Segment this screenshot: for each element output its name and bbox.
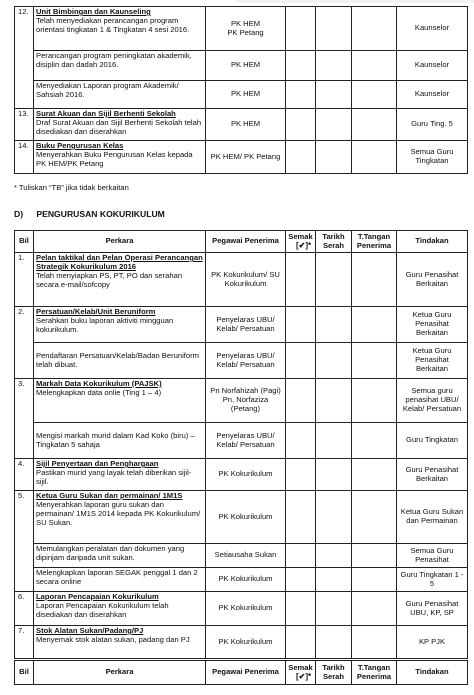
ttangan-cell[interactable] xyxy=(352,307,397,343)
header-semak xyxy=(286,231,316,253)
header-tarikh: Tarikh Serah xyxy=(316,231,352,253)
item-description: Melengkapkan data onlie (Ting 1 – 4) xyxy=(36,387,162,397)
item-description: Menyerahkan laporan guru sukan dan permainan/ 1M1S 2014 kepada PK Kokurikulum/ SU Sukan. xyxy=(36,499,201,527)
pegawai-cell: PK HEM xyxy=(206,51,286,81)
item-title: Ketua Guru Sukan dan permainan/ 1M1S xyxy=(36,491,183,500)
row-number: 7. xyxy=(15,626,34,659)
header-ttangan: T.Tangan Penerima xyxy=(352,661,397,685)
tarikh-cell[interactable] xyxy=(316,491,352,544)
header-semak xyxy=(286,661,316,685)
check-icon: [✔]* xyxy=(296,241,312,251)
pegawai-cell: PK Kokurikulum xyxy=(206,568,286,592)
item-description: Telah menyiapkan PS, PT, PO dan serahan secara e-mail/sofcopy xyxy=(36,270,183,289)
semak-cell[interactable] xyxy=(286,491,316,544)
header-row xyxy=(15,231,468,253)
header-pegawai: Pegawai Penerima xyxy=(206,231,286,253)
semak-cell[interactable] xyxy=(286,141,316,174)
pegawai-cell: Penyelaras UBU/ Kelab/ Persatuan xyxy=(206,423,286,459)
footnote: * Tuliskan “TB” jika tidak berkaitan xyxy=(14,183,129,192)
item-description: Pendaftaran Persatuan/Kelab/Badan Beruniform telah dibuat. xyxy=(34,343,206,379)
header-ttangan: T.Tangan Penerima xyxy=(352,231,397,253)
item-cell xyxy=(34,7,206,51)
tarikh-cell[interactable] xyxy=(316,141,352,174)
table-row xyxy=(15,343,468,379)
ttangan-cell[interactable] xyxy=(352,544,397,568)
table-row xyxy=(15,592,468,626)
tarikh-cell[interactable] xyxy=(316,626,352,659)
item-description: Menyediakan Laporan program Akademik/ Sahsiah 2016. xyxy=(34,81,206,109)
unit-table xyxy=(14,6,468,174)
tarikh-cell[interactable] xyxy=(316,343,352,379)
table-row xyxy=(15,109,468,141)
item-description: Menyerahkan Buku Pengurusan Kelas kepada PK HEM/PK Petang xyxy=(36,149,193,168)
row-number: 14. xyxy=(15,141,34,174)
tindakan-cell: Ketua Guru Sukan dan Permainan xyxy=(397,491,468,544)
section-heading xyxy=(14,209,165,219)
item-cell xyxy=(34,459,206,491)
item-cell xyxy=(34,141,206,174)
header-semak-label: Semak xyxy=(288,231,313,241)
semak-cell[interactable] xyxy=(286,51,316,81)
row-number: 13. xyxy=(15,109,34,141)
tarikh-cell[interactable] xyxy=(316,307,352,343)
semak-cell[interactable] xyxy=(286,379,316,423)
item-cell xyxy=(34,592,206,626)
ttangan-cell[interactable] xyxy=(352,141,397,174)
ttangan-cell[interactable] xyxy=(352,459,397,491)
tindakan-cell: Guru Ting. 5 xyxy=(397,109,468,141)
semak-cell[interactable] xyxy=(286,109,316,141)
semak-cell[interactable] xyxy=(286,626,316,659)
semak-cell[interactable] xyxy=(286,592,316,626)
item-description: Mengisi markah murid dalam Kad Koko (biru) – Tingkatan 5 sahaja xyxy=(34,423,206,459)
top-edge-fragment xyxy=(236,0,474,3)
pegawai-cell: PK Kokurikulum/ SU Kokurikulum xyxy=(206,253,286,307)
row-number: 3. xyxy=(15,379,34,459)
item-description: Pastikan murid yang layak telah diberikan sijil-sijil. xyxy=(36,467,192,486)
semak-cell[interactable] xyxy=(286,544,316,568)
tindakan-cell: Guru Tingkatan xyxy=(397,423,468,459)
item-description: Draf Surat Akuan dan Sijil Berhenti Sekolah telah disediakan dan diserahkan xyxy=(36,117,202,136)
tarikh-cell[interactable] xyxy=(316,592,352,626)
item-description: Telah menyediakan perancangan program orientasi tingkatan 1 & Tingkatan 4 sesi 2016. xyxy=(36,15,190,34)
pegawai-cell: Pn Norfahizah (Pagi) Pn. Norfaziza (Petang) xyxy=(206,379,286,423)
tindakan-cell: Ketua Guru Penasihat Berkaitan xyxy=(397,307,468,343)
pegawai-cell: Penyelaras UBU/ Kelab/ Persatuan xyxy=(206,307,286,343)
ttangan-cell[interactable] xyxy=(352,253,397,307)
tindakan-cell: Semua guru penasihat UBU/ Kelab/ Persatuan xyxy=(397,379,468,423)
semak-cell[interactable] xyxy=(286,307,316,343)
table-row xyxy=(15,491,468,544)
row-number: 4. xyxy=(15,459,34,491)
ttangan-cell[interactable] xyxy=(352,109,397,141)
item-description: Menyemak stok alatan sukan, padang dan PJ xyxy=(36,634,190,644)
item-cell xyxy=(34,307,206,343)
table-row xyxy=(15,253,468,307)
item-cell xyxy=(34,491,206,544)
row-number: 12. xyxy=(15,7,34,109)
tarikh-cell[interactable] xyxy=(316,81,352,109)
item-cell xyxy=(34,109,206,141)
header-semak-label: Semak xyxy=(288,662,313,672)
tindakan-cell: Guru Penasihat UBU, KP, SP xyxy=(397,592,468,626)
ttangan-cell[interactable] xyxy=(352,379,397,423)
semak-cell[interactable] xyxy=(286,423,316,459)
tarikh-cell[interactable] xyxy=(316,51,352,81)
table-row xyxy=(15,7,468,51)
item-cell xyxy=(34,253,206,307)
header-bil: Bil xyxy=(15,231,34,253)
ttangan-cell[interactable] xyxy=(352,568,397,592)
tarikh-cell[interactable] xyxy=(316,7,352,51)
pegawai-cell: PK HEM xyxy=(206,109,286,141)
tindakan-cell: Semua Guru Tingkatan xyxy=(397,141,468,174)
item-title: Stok Alatan Sukan/Padang/PJ xyxy=(36,626,144,635)
tindakan-cell: Guru Tingkatan 1 - 5 xyxy=(397,568,468,592)
item-cell xyxy=(34,379,206,423)
tarikh-cell[interactable] xyxy=(316,423,352,459)
tarikh-cell[interactable] xyxy=(316,253,352,307)
semak-cell[interactable] xyxy=(286,81,316,109)
pegawai-cell: PK Kokurikulum xyxy=(206,459,286,491)
item-title: Markah Data Kokurikulum (PAJSK) xyxy=(36,379,162,388)
pegawai-cell: PK Kokurikulum xyxy=(206,491,286,544)
tarikh-cell[interactable] xyxy=(316,459,352,491)
tindakan-cell: Kaunselor xyxy=(397,7,468,51)
header-perkara: Perkara xyxy=(34,661,206,685)
table-row xyxy=(15,423,468,459)
section-letter: D) xyxy=(14,209,24,219)
row-number: 2. xyxy=(15,307,34,379)
table-row xyxy=(15,307,468,343)
pegawai-cell: PK Kokurikulum xyxy=(206,626,286,659)
pegawai-cell: PK HEM/ PK Petang xyxy=(206,141,286,174)
table-row xyxy=(15,568,468,592)
tarikh-cell[interactable] xyxy=(316,544,352,568)
item-title: Sijil Penyertaan dan Penghargaan xyxy=(36,459,159,468)
pegawai-cell: PK HEM PK Petang xyxy=(206,7,286,51)
header-row xyxy=(15,661,468,685)
pegawai-cell: Setiausaha Sukan xyxy=(206,544,286,568)
header-tindakan: Tindakan xyxy=(397,661,468,685)
item-title: Buku Pengurusan Kelas xyxy=(36,141,124,150)
table-row xyxy=(15,626,468,659)
tindakan-cell: Guru Penasihat Berkaitan xyxy=(397,253,468,307)
tindakan-cell: KP PJK xyxy=(397,626,468,659)
pegawai-cell: PK HEM xyxy=(206,81,286,109)
ttangan-cell[interactable] xyxy=(352,81,397,109)
header-tindakan: Tindakan xyxy=(397,231,468,253)
item-title: Laporan Pencapaian Kokurikulum xyxy=(36,592,159,601)
tindakan-cell: Semua Guru Penasihat xyxy=(397,544,468,568)
item-description: Melengkapkan laporan SEGAK penggal 1 dan 2 secara online xyxy=(34,568,206,592)
tarikh-cell[interactable] xyxy=(316,568,352,592)
table-row xyxy=(15,544,468,568)
section-title: PENGURUSAN KOKURIKULUM xyxy=(36,209,165,219)
table-row xyxy=(15,81,468,109)
ttangan-cell[interactable] xyxy=(352,626,397,659)
item-title: Unit Bimbingan dan Kaunseling xyxy=(36,7,151,16)
footer-header-table xyxy=(14,660,468,685)
item-description: Perancangan program peningkatan akademik, disiplin dan dadah 2016. xyxy=(34,51,206,81)
header-perkara: Perkara xyxy=(34,231,206,253)
ttangan-cell[interactable] xyxy=(352,423,397,459)
ttangan-cell[interactable] xyxy=(352,343,397,379)
tindakan-cell: Kaunselor xyxy=(397,51,468,81)
table-row xyxy=(15,141,468,174)
semak-cell[interactable] xyxy=(286,459,316,491)
tarikh-cell[interactable] xyxy=(316,379,352,423)
pegawai-cell: PK Kokurikulum xyxy=(206,592,286,626)
ttangan-cell[interactable] xyxy=(352,592,397,626)
kokurikulum-table xyxy=(14,230,468,659)
semak-cell[interactable] xyxy=(286,568,316,592)
tarikh-cell[interactable] xyxy=(316,109,352,141)
item-cell xyxy=(34,626,206,659)
ttangan-cell[interactable] xyxy=(352,491,397,544)
row-number: 6. xyxy=(15,592,34,626)
tindakan-cell: Kaunselor xyxy=(397,81,468,109)
check-icon: [✔]* xyxy=(296,672,312,682)
header-tarikh: Tarikh Serah xyxy=(316,661,352,685)
semak-cell[interactable] xyxy=(286,253,316,307)
semak-cell[interactable] xyxy=(286,7,316,51)
header-pegawai: Pegawai Penerima xyxy=(206,661,286,685)
item-description: Memulangkan peralatan dan dokumen yang dipinjam daripada unit sukan. xyxy=(34,544,206,568)
table-row xyxy=(15,379,468,423)
item-description: Laporan Pencapaian Kokurikulum telah disediakan dan diserahkan xyxy=(36,600,169,619)
tindakan-cell: Ketua Guru Penasihat Berkaitan xyxy=(397,343,468,379)
item-title: Pelan taktikal dan Pelan Operasi Perancangan Strategik Kokurikulum 2016 xyxy=(36,253,203,271)
ttangan-cell[interactable] xyxy=(352,51,397,81)
tindakan-cell: Guru Penasihat Berkaitan xyxy=(397,459,468,491)
semak-cell[interactable] xyxy=(286,343,316,379)
item-title: Surat Akuan dan Sijil Berhenti Sekolah xyxy=(36,109,176,118)
row-number: 1. xyxy=(15,253,34,307)
ttangan-cell[interactable] xyxy=(352,7,397,51)
pegawai-cell: Penyelaras UBU/ Kelab/ Persatuan xyxy=(206,343,286,379)
table-row xyxy=(15,459,468,491)
header-bil: Bil xyxy=(15,661,34,685)
item-title: Persatuan/Kelab/Unit Beruniform xyxy=(36,307,156,316)
table-row xyxy=(15,51,468,81)
item-description: Serahkan buku laporan aktiviti mingguan kokurikulum. xyxy=(36,315,174,334)
row-number: 5. xyxy=(15,491,34,592)
